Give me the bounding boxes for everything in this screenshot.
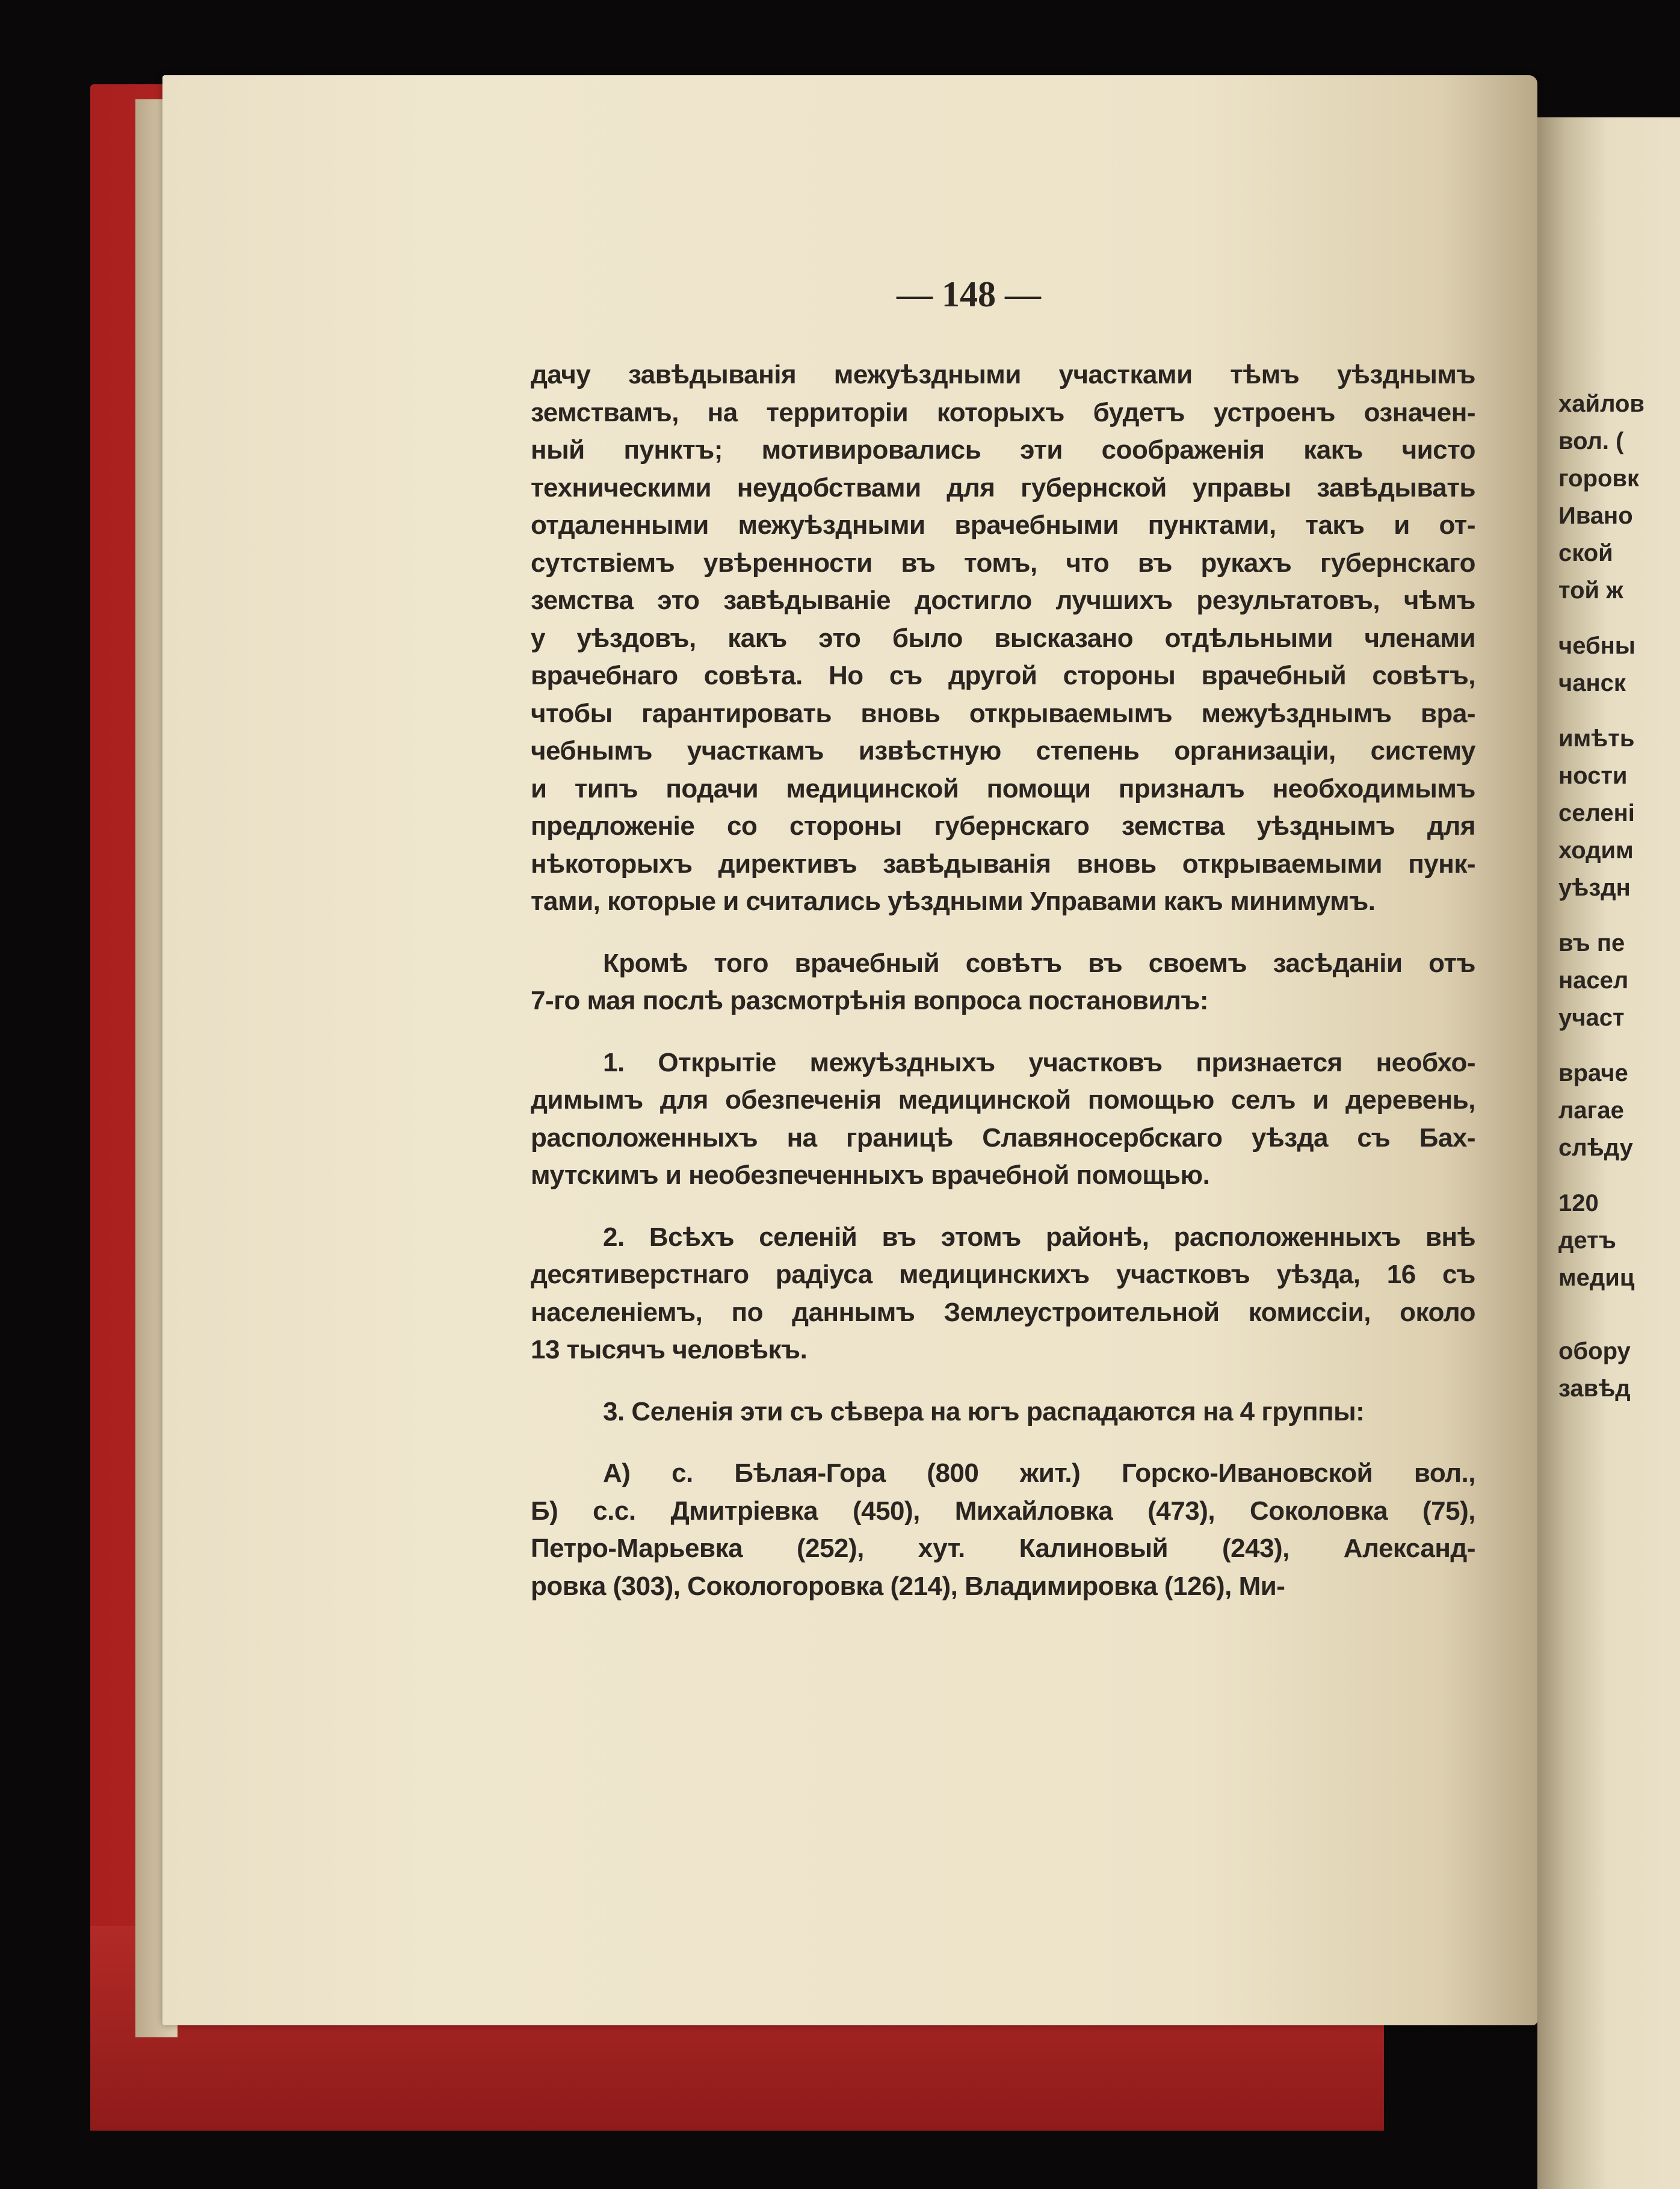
- text-line: десятиверстнаго радіуса медицинскихъ участковъ уѣзда, 16 съ: [531, 1260, 1475, 1289]
- facing-page-line: уѣздн: [1558, 875, 1631, 901]
- text-line: земства это завѣдываніе достигло лучшихъ результатовъ, чѣмъ: [531, 586, 1475, 615]
- text-line: расположенныхъ на границѣ Славяносербскаго уѣзда съ Бах-: [531, 1122, 1475, 1153]
- facing-page-line: ности: [1558, 763, 1628, 789]
- facing-page-line: той ж: [1558, 577, 1623, 604]
- text-line: Кромѣ того врачебный совѣтъ въ своемъ засѣданіи отъ: [603, 948, 1475, 978]
- facing-page-line: детъ: [1558, 1227, 1616, 1254]
- text-line: мутскимъ и необезпеченныхъ врачебной помощью.: [531, 1160, 1210, 1190]
- text-line: чтобы гарантировать вновь открываемымъ межуѣзднымъ вра-: [531, 698, 1475, 728]
- text-line: 7-го мая послѣ разсмотрѣнія вопроса постановилъ:: [531, 986, 1209, 1015]
- facing-page-line: ходим: [1558, 837, 1634, 864]
- facing-page-line: [1558, 906, 1680, 924]
- facing-page-line: Ивано: [1558, 503, 1633, 529]
- facing-page-line: насел: [1558, 967, 1629, 994]
- text-line: димымъ для обезпеченія медицинской помощью селъ и деревень,: [531, 1085, 1475, 1115]
- facing-page-text: [1558, 385, 1680, 1407]
- facing-page-line: обору: [1558, 1338, 1631, 1364]
- text-line: и типъ подачи медицинской помощи призналъ необходимымъ: [531, 773, 1475, 803]
- text-line: предложеніе со стороны губернскаго земства уѣзднымъ для: [531, 811, 1475, 841]
- text-line: 2. Всѣхъ селеній въ этомъ районѣ, расположенныхъ внѣ: [603, 1222, 1475, 1252]
- facing-page-line: враче: [1558, 1060, 1628, 1086]
- text-line: ровка (303), Сокологоровка (214), Владимировка (126), Ми-: [531, 1571, 1285, 1601]
- facing-page-line: слѣду: [1558, 1135, 1633, 1161]
- text-line: у уѣздовъ, какъ это было высказано отдѣльными членами: [531, 623, 1475, 653]
- text-line: ный пунктъ; мотивировались эти соображенія какъ чисто: [531, 435, 1475, 465]
- facing-page-line: [1558, 609, 1680, 627]
- facing-page-line: ской: [1558, 540, 1613, 566]
- facing-page-line: медиц: [1558, 1265, 1635, 1291]
- text-line: А) с. Бѣлая-Гора (800 жит.) Горско-Ивановской вол.,: [603, 1458, 1475, 1488]
- paragraph-gap: [531, 1431, 1475, 1455]
- text-line: населеніемъ, по даннымъ Землеустроительной комиссіи, около: [531, 1297, 1475, 1327]
- facing-page-line: [1558, 1314, 1680, 1333]
- facing-page-line: участ: [1558, 1005, 1625, 1031]
- text-line: дачу завѣдыванія межуѣздными участками тѣмъ уѣзднымъ: [531, 360, 1475, 389]
- text-line: земствамъ, на территоріи которыхъ будетъ устроенъ означен-: [531, 397, 1475, 427]
- facing-page-line: лагае: [1558, 1097, 1624, 1124]
- facing-page-line: хайлов: [1558, 391, 1644, 417]
- facing-page-line: въ пе: [1558, 930, 1625, 956]
- facing-page-line: вол. (: [1558, 428, 1624, 454]
- paragraph-gap: [531, 921, 1475, 945]
- facing-page-line: [1558, 702, 1680, 720]
- facing-page-line: завѣд: [1558, 1375, 1631, 1402]
- text-line: 1. Открытіе межуѣздныхъ участковъ признается необхо-: [603, 1047, 1475, 1077]
- text-line: нѣкоторыхъ директивъ завѣдыванія вновь открываемыми пунк-: [531, 849, 1475, 879]
- facing-page-line: чанск: [1558, 670, 1626, 696]
- text-line: отдаленными межуѣздными врачебными пунктами, такъ и от-: [531, 510, 1475, 540]
- facing-page-line: селені: [1558, 800, 1635, 826]
- text-line: чебнымъ участкамъ извѣстную степень организаціи, систему: [531, 736, 1475, 766]
- facing-page-line: 120: [1558, 1190, 1599, 1216]
- facing-page-line: [1558, 1166, 1680, 1184]
- facing-page-line: имѣть: [1558, 725, 1635, 752]
- text-line: сутствіемъ увѣренности въ томъ, что въ рукахъ губернскаго: [531, 548, 1475, 578]
- facing-page-line: чебны: [1558, 633, 1635, 659]
- paragraph-gap: [531, 1369, 1475, 1393]
- facing-page-line: [1558, 1036, 1680, 1054]
- facing-page-line: [1558, 1296, 1680, 1314]
- text-line: 13 тысячъ человѣкъ.: [531, 1335, 808, 1364]
- page-number: — 148 —: [897, 274, 1041, 314]
- paragraph-gap: [531, 1020, 1475, 1044]
- page-body-text: [531, 356, 1475, 1605]
- facing-page-line: горовк: [1558, 465, 1640, 492]
- text-line: тами, которые и считались уѣздными Управами какъ минимумъ.: [531, 887, 1376, 916]
- text-line: Петро-Марьевка (252), хут. Калиновый (243), Александ-: [531, 1534, 1475, 1563]
- text-line: врачебнаго совѣта. Но съ другой стороны врачебный совѣтъ,: [531, 661, 1475, 690]
- text-line: 3. Селенія эти съ сѣвера на югъ распадаются на 4 группы:: [603, 1396, 1365, 1426]
- text-line: Б) с.с. Дмитріевка (450), Михайловка (473), Соколовка (75),: [531, 1496, 1475, 1526]
- text-line: техническими неудобствами для губернской управы завѣдывать: [531, 472, 1475, 503]
- paragraph-gap: [531, 1195, 1475, 1219]
